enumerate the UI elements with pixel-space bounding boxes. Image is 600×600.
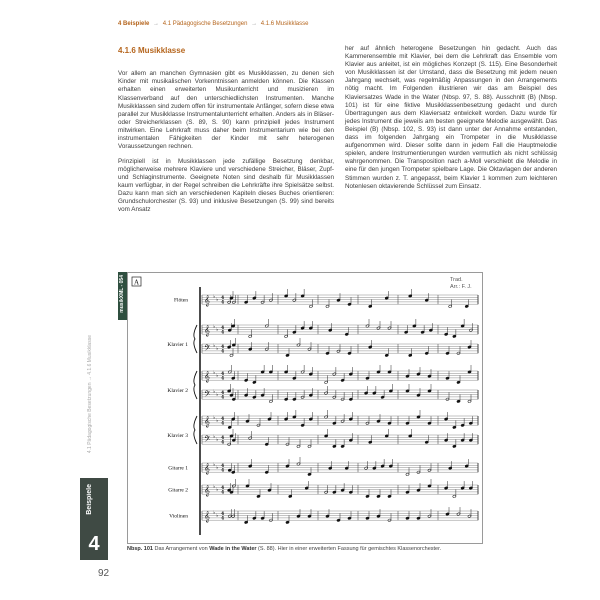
paragraph: Prinzipiell ist in Musikklassen jede zufällige Besetzung denkbar, möglicherweise mehrere Klaviere und verschiedene Streicher, Bläser, Zupf- und Schlaginstrumente. Geeignete Noten sind deshalb für Musikklassen kaum verfügbar, in der Regel schreiben die Lehrkräfte ihre Spielsätze selbst. Dazu kann man sich an verschiedenen Kapiteln dieses Buches orientieren: Grundschulorchester (S. 93) und inklusive Besetzungen (S. 99) sind bereits vom Ansatz xyxy=(118,157,334,214)
flat-icon: ♭ xyxy=(216,487,219,493)
piano-brace xyxy=(194,325,197,353)
breadcrumb-subsection: 4.1.6 Musikklasse xyxy=(260,21,309,27)
time-signature: 4 xyxy=(221,372,225,377)
time-signature: 4 xyxy=(221,395,225,401)
piano-brace xyxy=(194,416,197,444)
time-signature: 4 xyxy=(221,300,225,306)
time-signature: 4 xyxy=(221,391,225,396)
time-signature: 4 xyxy=(221,512,225,517)
clef-icon: 𝄢 xyxy=(204,390,211,402)
clef-icon: 𝄞 xyxy=(204,295,210,307)
flat-icon: ♭ xyxy=(216,373,219,379)
time-signature: 4 xyxy=(221,436,225,441)
flat-icon: ♭ xyxy=(213,389,216,395)
flat-icon: ♭ xyxy=(216,513,219,519)
flat-icon: ♭ xyxy=(213,343,216,349)
right-column xyxy=(345,45,557,191)
breadcrumb xyxy=(118,21,308,27)
figure-caption xyxy=(127,546,441,552)
time-signature: 4 xyxy=(221,486,225,491)
clef-icon: 𝄞 xyxy=(204,463,210,475)
caption-text-end: (S. 88). Hier in einer erweiterten Fassung für gemischtes Klassenorchester. xyxy=(256,546,442,552)
clef-icon: 𝄢 xyxy=(204,344,211,356)
time-signature: 4 xyxy=(221,468,225,474)
flat-icon: ♭ xyxy=(213,434,216,440)
instrument-label: Klavier 1 xyxy=(167,342,188,348)
section-title: 4.1.6 Musikklasse xyxy=(118,46,186,55)
chapter-tab-label: Beispiele xyxy=(86,484,93,515)
time-signature: 4 xyxy=(221,326,225,331)
instrument-label: Gitarre 2 xyxy=(168,487,188,494)
trad-label: Trad. xyxy=(450,277,463,283)
clef-icon: 𝄞 xyxy=(204,511,210,523)
flat-icon: ♭ xyxy=(216,418,219,424)
time-signature: 4 xyxy=(221,490,225,496)
time-signature: 4 xyxy=(221,296,225,301)
flat-icon: ♭ xyxy=(216,297,219,303)
flat-icon: ♭ xyxy=(213,294,216,300)
time-signature: 4 xyxy=(221,349,225,355)
breadcrumb-section: 4.1 Pädagogische Besetzungen xyxy=(162,21,248,27)
time-signature: 4 xyxy=(221,345,225,350)
flat-icon: ♭ xyxy=(216,437,219,443)
side-running-header: 4.1 Pädagogische Besetzungen → 4.1.6 Musikklasse xyxy=(87,335,93,454)
musicxml-tag-label: musikXML - 054 xyxy=(119,275,125,313)
instrument-label: Klavier 2 xyxy=(167,388,188,394)
clef-icon: 𝄞 xyxy=(204,371,210,383)
musicxml-tag xyxy=(118,272,127,320)
breadcrumb-arrow: → xyxy=(251,21,258,27)
caption-label: Nbsp. 101 xyxy=(127,546,153,552)
page-number: 92 xyxy=(98,568,110,579)
instrument-label: Klavier 3 xyxy=(167,433,188,439)
flat-icon: ♭ xyxy=(213,484,216,490)
clef-icon: 𝄞 xyxy=(204,416,210,428)
instrument-label: Gitarre 1 xyxy=(168,465,188,472)
time-signature: 4 xyxy=(221,464,225,469)
instrument-label: Violinen xyxy=(169,513,188,520)
time-signature: 4 xyxy=(221,440,225,446)
piano-brace xyxy=(194,371,197,399)
caption-title: Wade in the Water xyxy=(209,546,257,552)
rehearsal-mark: A xyxy=(133,278,140,287)
instrument-label: Flöten xyxy=(173,297,188,304)
flat-icon: ♭ xyxy=(213,510,216,516)
music-score xyxy=(128,273,482,543)
clef-icon: 𝄢 xyxy=(204,435,211,447)
caption-text: Das Arrangement von xyxy=(152,546,210,552)
chapter-tab xyxy=(80,478,108,560)
clef-icon: 𝄞 xyxy=(204,325,210,337)
score-frame xyxy=(127,272,483,544)
staves-group xyxy=(167,289,478,524)
flat-icon: ♭ xyxy=(216,327,219,333)
flat-icon: ♭ xyxy=(213,415,216,421)
flat-icon: ♭ xyxy=(216,346,219,352)
chapter-tab-number: 4 xyxy=(88,533,100,555)
time-signature: 4 xyxy=(221,330,225,336)
time-signature: 4 xyxy=(221,376,225,382)
flat-icon: ♭ xyxy=(216,392,219,398)
flat-icon: ♭ xyxy=(216,465,219,471)
flat-icon: ♭ xyxy=(213,462,216,468)
composer-credit xyxy=(450,277,472,291)
breadcrumb-chapter: 4 Beispiele xyxy=(118,21,150,27)
clef-icon: 𝄞 xyxy=(204,485,210,497)
left-column xyxy=(118,64,334,220)
breadcrumb-arrow: → xyxy=(153,21,160,27)
time-signature: 4 xyxy=(221,421,225,427)
flat-icon: ♭ xyxy=(213,370,216,376)
time-signature: 4 xyxy=(221,417,225,422)
arranger-label: Arr.: F. J. xyxy=(450,284,472,290)
flat-icon: ♭ xyxy=(213,324,216,330)
paragraph: her auf ähnlich heterogene Besetzungen hin gedacht. Auch das Kammerensemble mit Klavier, bei dem die Lehrkraft das Ensemble vom Klavier aus anleitet, ist ein mögliches Konzept (S. 115). Eine Besonderheit von Musikklassen ist der Umstand, dass die Besetzung mit jedem neuen Jahrgang wechselt, was regelmäßig Anpassungen in den Arrangements nötig macht. Im Folgenden illustrieren wir das am Beispiel des Klaviersatzes Wade in the Water (Nbsp. 97, S. 88). Ausschnitt (B) (Nbsp. 101) ist für eine fiktive Musikklassenbesetzung gedacht und durch Übertragungen aus dem Klaviersatz entwickelt worden. Dazu wurde für jedes Instrument die jeweils am besten geeignete Melodie ausgewählt. Das Beispiel (B) (Nbsp. 102, S. 93) ist dann unter der Annahme entstanden, dass im folgenden Jahrgang ein Trompeter in die Musikklasse aufgenommen wird. Dieser sollte dann in jedem Fall die Hauptmelodie spielen, andere Instrumentierungen wurden vermutlich als nicht schlüssig wahrgenommen. Die Transposition nach a-Moll verschiebt die Melodie in eine für den jungen Trompeter spielbare Lage. Die Oktavlagen der anderen Stimmen wurden z. T. angepasst, beim Klavier 1 kommen zum leichteren Notenlesen oktavierende Schlüssel zum Einsatz. xyxy=(345,45,557,190)
paragraph: Vor allem an manchen Gymnasien gibt es Musikklassen, zu denen sich Kinder mit musikalischen Vorkenntnissen anmelden können. Die Klassen erhalten einen erweiterten Musikunterricht und musizieren im Klassenverband auf den unterschiedlichsten Instrumenten. Manche Musikklassen sind zudem offen für instrumentale Anfänger, sofern diese etwa parallel zur Musikklasse Instrumentalunterricht erhalten. Anders als in Bläser- oder Streicherklassen (S. 89, S. 90) kann prinzipiell jedes Instrument mitwirken. Eine Lehrkraft muss daher beim Instrumentarium wie bei den instrumentalen Fähigkeiten der Kinder mit sehr heterogenen Voraussetzungen rechnen. xyxy=(118,70,334,151)
time-signature: 4 xyxy=(221,516,225,522)
